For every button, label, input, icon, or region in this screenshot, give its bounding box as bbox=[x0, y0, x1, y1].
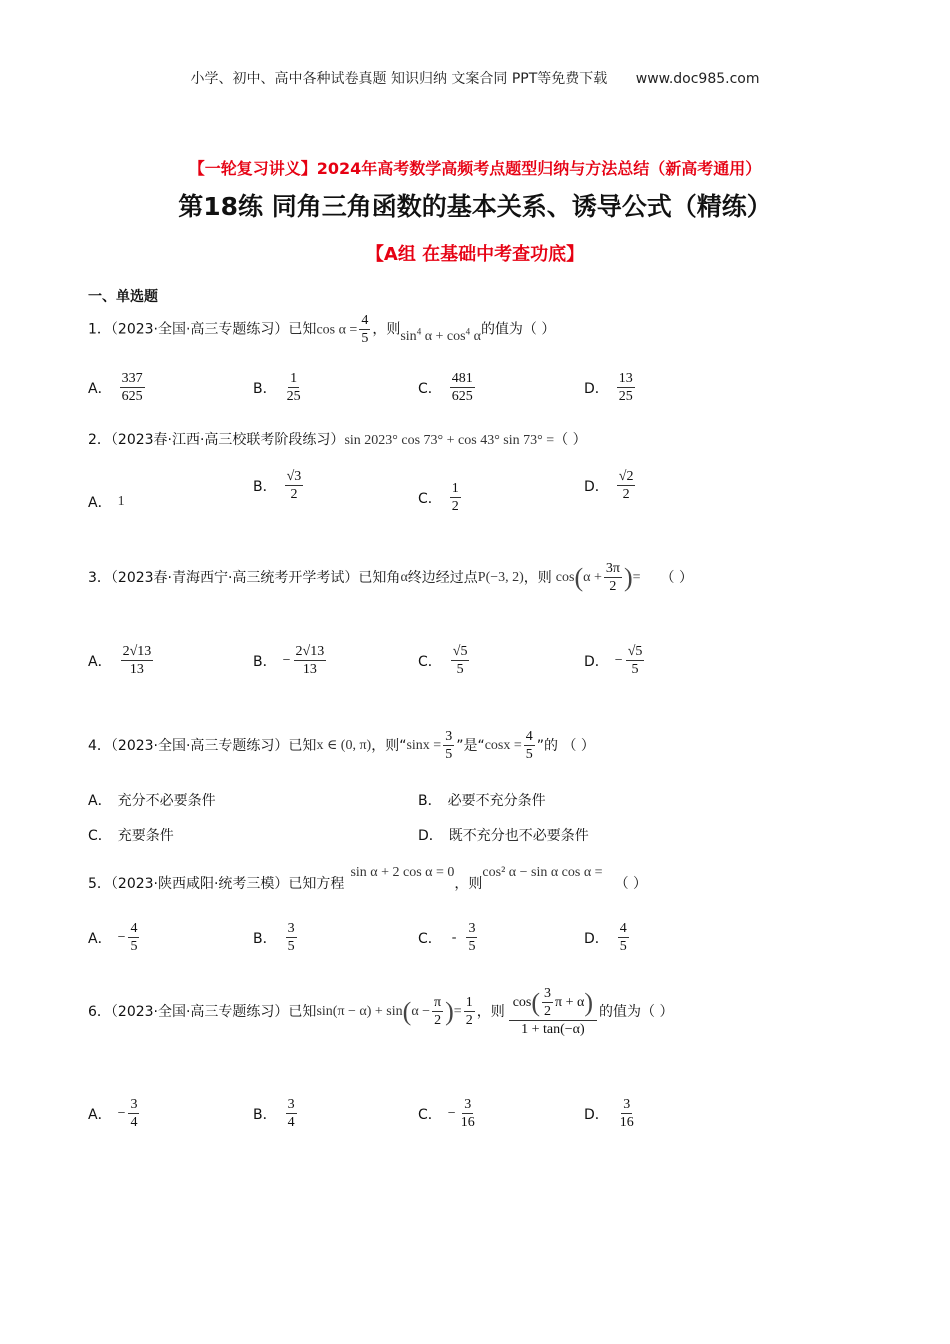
question-4: 4．（2023·全国·高三专题练习）已知 x ∈ (0, π) ，则“ sinx = $\frac{3}{5}$ ”是“ cosx = $\frac{4}{5}$ ”的 （ ） bbox=[88, 729, 595, 762]
header-site[interactable]: www.doc985.com bbox=[635, 71, 760, 87]
q4-option-b[interactable]: B． 必要不充分条件 bbox=[418, 793, 546, 809]
document-subtitle: 【一轮复习讲义】2024年高考数学高频考点题型归纳与方法总结（新高考通用） bbox=[188, 159, 762, 178]
q2-option-b[interactable]: B． $\frac{√3}{2}$ bbox=[253, 469, 302, 502]
q6-option-c[interactable]: C． − $\frac{3}{16}$ bbox=[418, 1097, 475, 1130]
q1-option-c[interactable]: C． $\frac{481}{625}$ bbox=[418, 371, 473, 404]
q6-option-b[interactable]: B． $\frac{3}{4}$ bbox=[253, 1097, 295, 1130]
question-3: 3．（2023春·青海西宁·高三统考开学考试）已知角 α 终边经过点 P(−3, 2) ，则 cos ( α + $\frac{3\pi}{2}$ ) = （ ） bbox=[88, 561, 693, 594]
q4-option-d[interactable]: D． 既不充分也不必要条件 bbox=[418, 828, 589, 844]
q5-option-d[interactable]: D． $\frac{4}{5}$ bbox=[584, 921, 627, 954]
q5-option-b[interactable]: B． $\frac{3}{5}$ bbox=[253, 921, 295, 954]
q5-option-a[interactable]: A． − $\frac{4}{5}$ bbox=[88, 921, 138, 954]
q3-option-d[interactable]: D． − $\frac{√5}{5}$ bbox=[584, 644, 643, 677]
header-text: 小学、初中、高中各种试卷真题 知识归纳 文案合同 PPT等免费下载 bbox=[190, 71, 608, 87]
group-heading: 【A组 在基础中考查功底】 bbox=[365, 244, 585, 265]
question-1: 1．（2023·全国·高三专题练习）已知cos α = $\frac{4}{5}$ ，则$\sin^4 \alpha + \cos^4 \alpha$的值为（ ） bbox=[88, 313, 556, 346]
question-6: 6．（2023·全国·高三专题练习）已知 sin(π − α) + sin ( α − $\frac{\pi}{2}$ ) = $\frac{1}{2}$ ，则 cos ( $\frac{3}{2}$ π + α ) 1 + tan(−α) 的值为（ ） bbox=[88, 986, 674, 1037]
q1-option-d[interactable]: D． $\frac{13}{25}$ bbox=[584, 371, 633, 404]
q3-option-b[interactable]: B． − $\frac{2√13}{13}$ bbox=[253, 644, 325, 677]
q3-option-a[interactable]: A． $\frac{2√13}{13}$ bbox=[88, 644, 152, 677]
page-header bbox=[0, 68, 950, 88]
q5-option-c[interactable]: C． - $\frac{3}{5}$ bbox=[418, 921, 476, 954]
q3-option-c[interactable]: C． $\frac{√5}{5}$ bbox=[418, 644, 468, 677]
q2-option-d[interactable]: D． $\frac{√2}{2}$ bbox=[584, 469, 634, 502]
q1-option-a[interactable]: A． $\frac{337}{625}$ bbox=[88, 371, 143, 404]
question-2: 2．（2023春·江西·高三校联考阶段练习）sin 2023° cos 73° + cos 43° sin 73° =（ ） bbox=[88, 432, 587, 448]
q6-option-a[interactable]: A． − $\frac{3}{4}$ bbox=[88, 1097, 138, 1130]
page-title: 第18练 同角三角函数的基本关系、诱导公式（精练） bbox=[178, 192, 772, 221]
q2-option-c[interactable]: C． $\frac{1}{2}$ bbox=[418, 481, 459, 514]
question-5: 5．（2023·陕西咸阳·统考三模）已知方程sin α + 2 cos α = 0，则cos² α − sin α cos α =（ ） bbox=[88, 865, 648, 892]
q6-option-d[interactable]: D． $\frac{3}{16}$ bbox=[584, 1097, 634, 1130]
q2-option-a[interactable]: A． 1 bbox=[88, 494, 125, 511]
q4-option-c[interactable]: C． 充要条件 bbox=[88, 828, 174, 844]
section-heading: 一、单选题 bbox=[88, 289, 158, 305]
q1-option-b[interactable]: B． $\frac{1}{25}$ bbox=[253, 371, 301, 404]
q4-option-a[interactable]: A． 充分不必要条件 bbox=[88, 793, 216, 809]
